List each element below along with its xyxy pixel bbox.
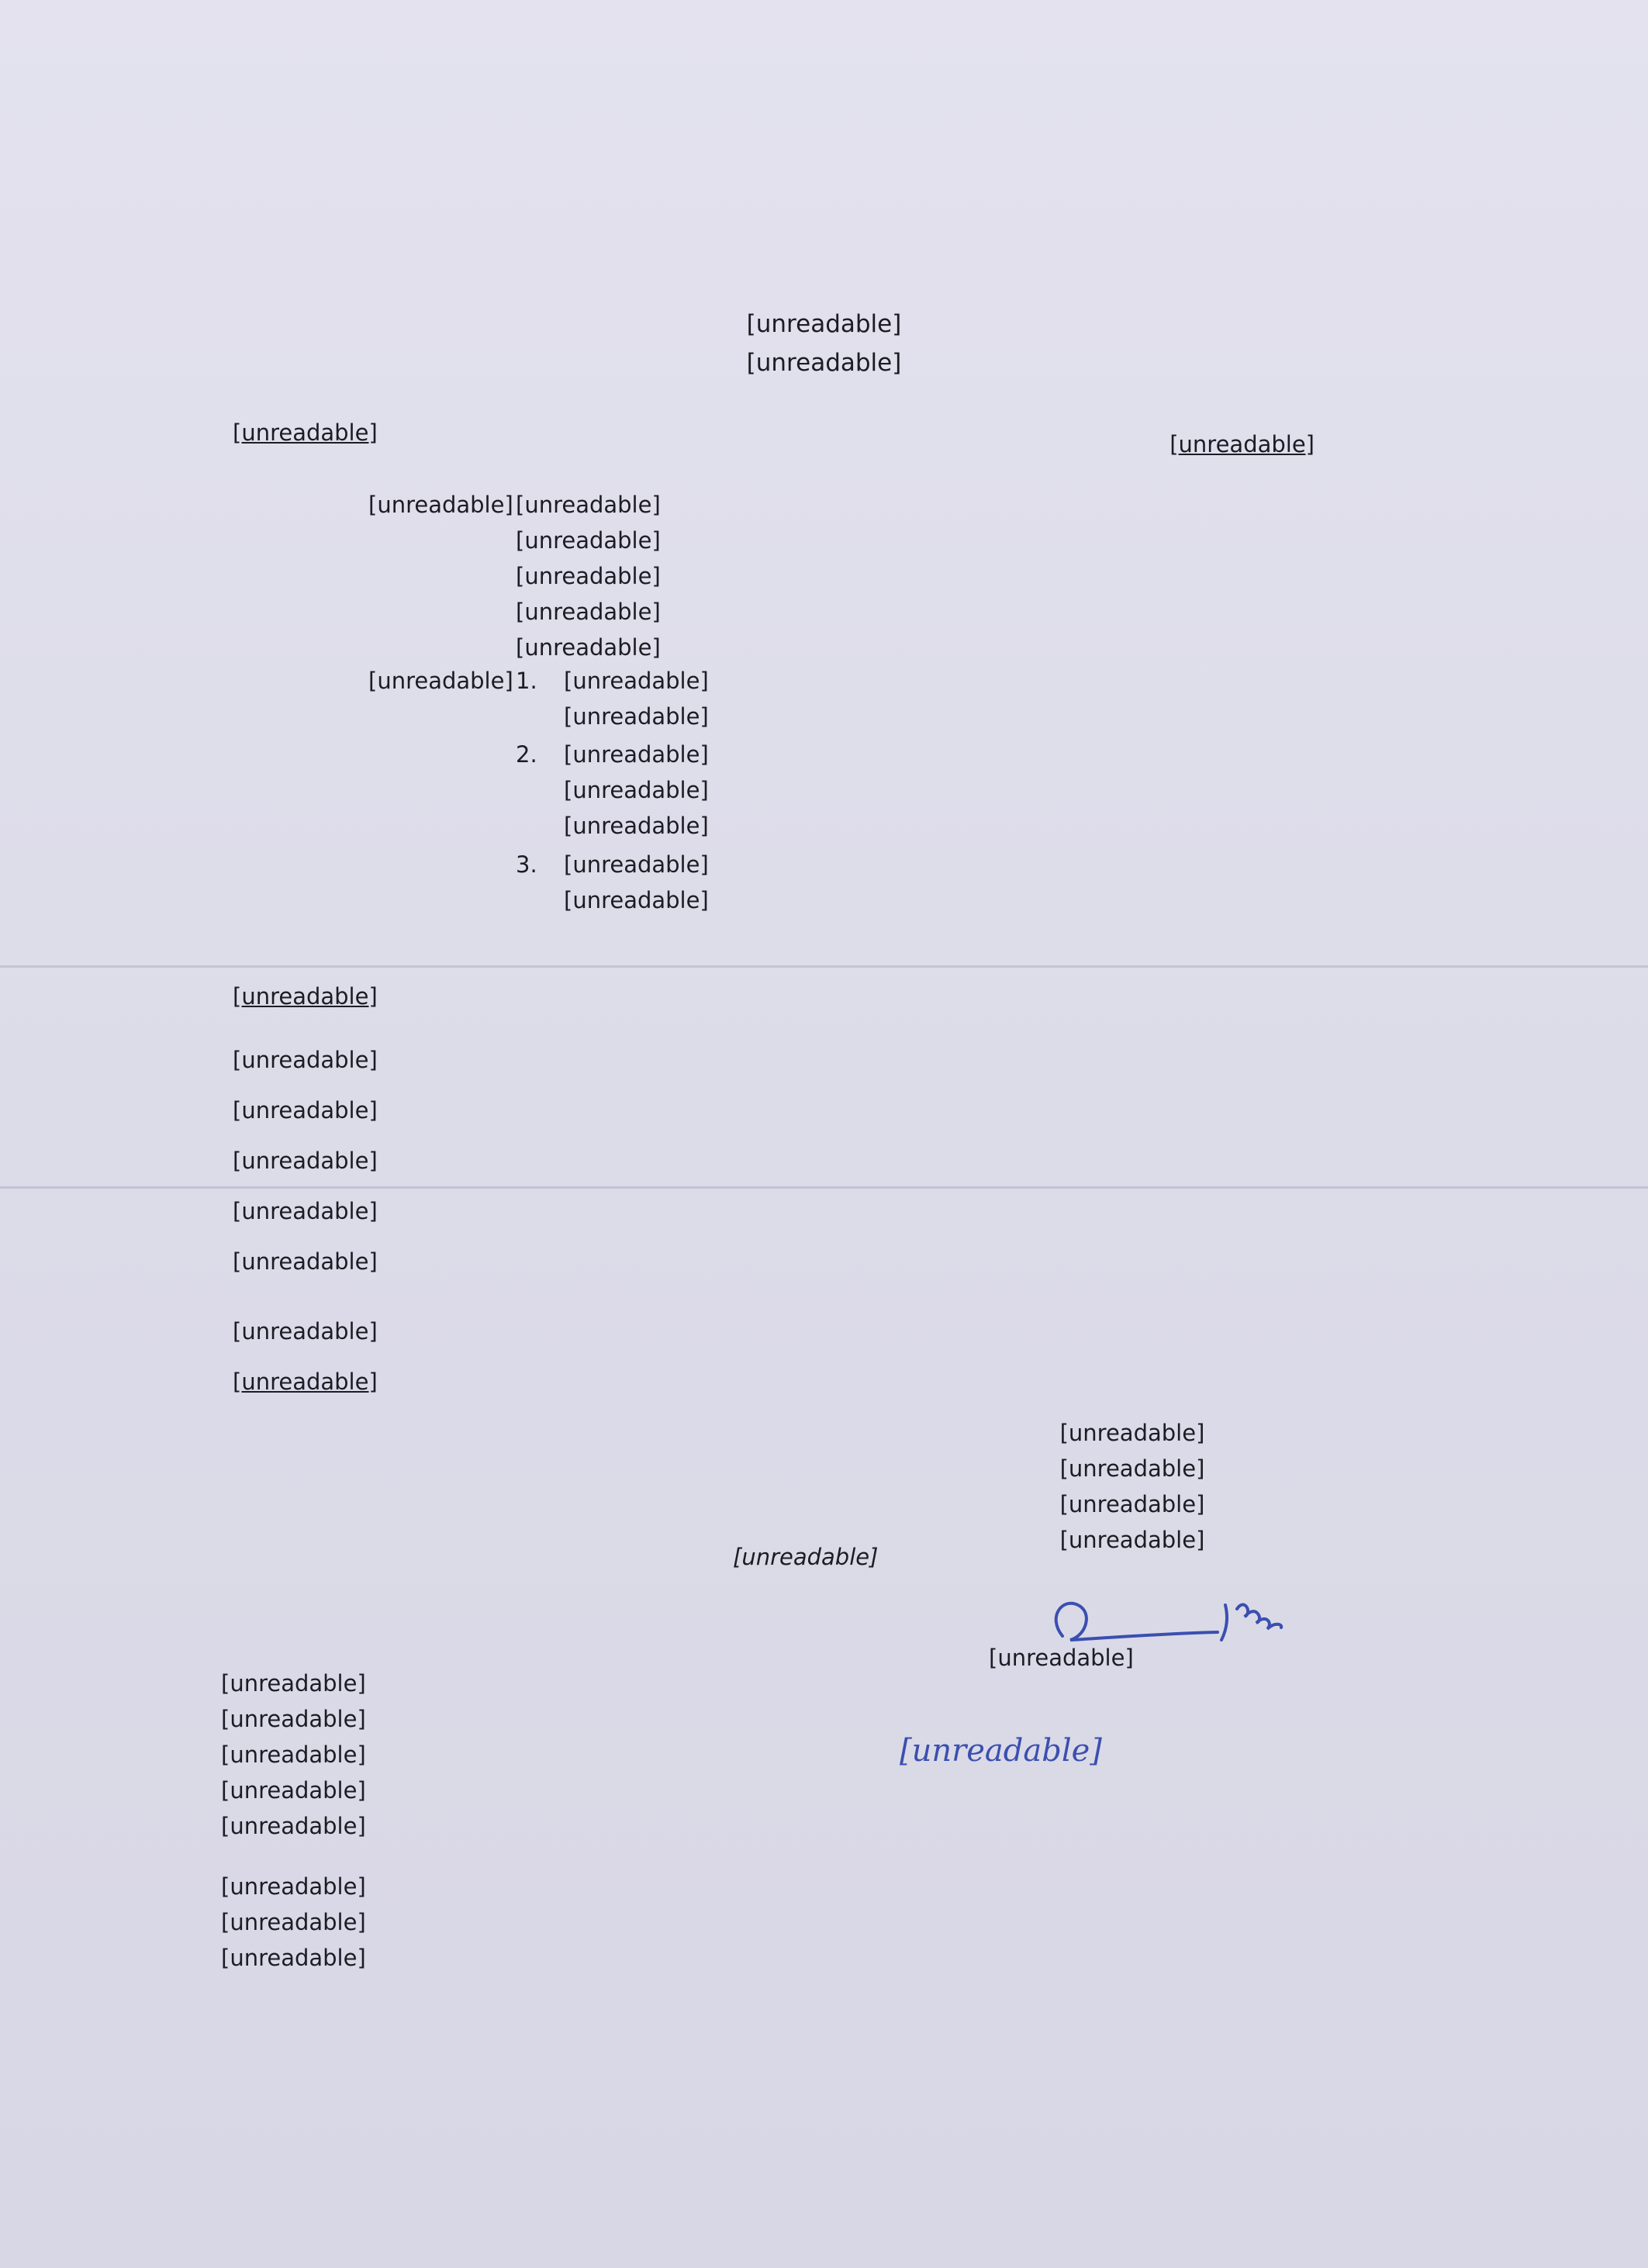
subject-line: [unreadable] [516,599,661,625]
header-title: [unreadable] [746,310,902,338]
copy-to-line: [unreadable] [221,1873,366,1900]
reference-line: [unreadable] [564,887,709,913]
signatory-line: [unreadable] [1059,1527,1205,1553]
order-heading: [unreadable] [233,983,378,1010]
reference-item [564,663,709,734]
order-line: [unreadable] [233,1248,378,1275]
true-copy-note: [unreadable] [733,1544,879,1570]
reference-item [564,847,709,918]
reference-number: [unreadable] [233,419,378,446]
recipient-line: [unreadable] [221,1706,366,1732]
recipient-line: [unreadable] [221,1777,366,1804]
reference-item-number: 2. [516,741,537,768]
references-label: [unreadable] [368,668,513,694]
fold-line [0,965,1648,968]
handwritten-date: [unreadable] [900,1733,1102,1769]
recipient-line: [unreadable] [221,1670,366,1697]
reference-line: [unreadable] [564,741,709,768]
order-paragraph-1 [233,1035,378,1287]
signature-block [900,1415,1365,1558]
reference-line: [unreadable] [564,668,709,694]
subject-line: [unreadable] [516,492,661,518]
reference-item-number: 1. [516,668,537,694]
reference-item-number: 3. [516,851,537,878]
signatory-line: [unreadable] [1059,1491,1205,1517]
signatory-line: [unreadable] [1059,1455,1205,1482]
order-line: [unreadable] [233,1148,378,1174]
copy-to-line: [unreadable] [221,1909,366,1935]
reference-line: [unreadable] [564,813,709,839]
subject-text [516,487,661,665]
superintendent-title: [unreadable] [989,1645,1134,1671]
recipient-line: [unreadable] [221,1742,366,1768]
reference-line: [unreadable] [564,703,709,730]
copy-to-line: [unreadable] [221,1945,366,1971]
subject-label: [unreadable] [368,492,513,518]
subject-line: [unreadable] [516,563,661,589]
recipient-block [221,1666,366,1844]
reference-line: [unreadable] [564,777,709,803]
order-date: [unreadable] [1169,431,1315,457]
order-line: [unreadable] [233,1369,378,1395]
reference-item [564,737,709,844]
order-paragraph-2 [233,1307,378,1407]
reference-line: [unreadable] [564,851,709,878]
order-line: [unreadable] [233,1047,378,1073]
signatory-line: [unreadable] [1059,1420,1205,1446]
order-line: [unreadable] [233,1318,378,1345]
subject-line: [unreadable] [516,634,661,661]
copy-to-list [221,1869,366,1976]
order-line: [unreadable] [233,1198,378,1224]
header-presence: [unreadable] [746,349,902,377]
recipient-line: [unreadable] [221,1813,366,1839]
subject-line: [unreadable] [516,527,661,554]
order-line: [unreadable] [233,1097,378,1124]
